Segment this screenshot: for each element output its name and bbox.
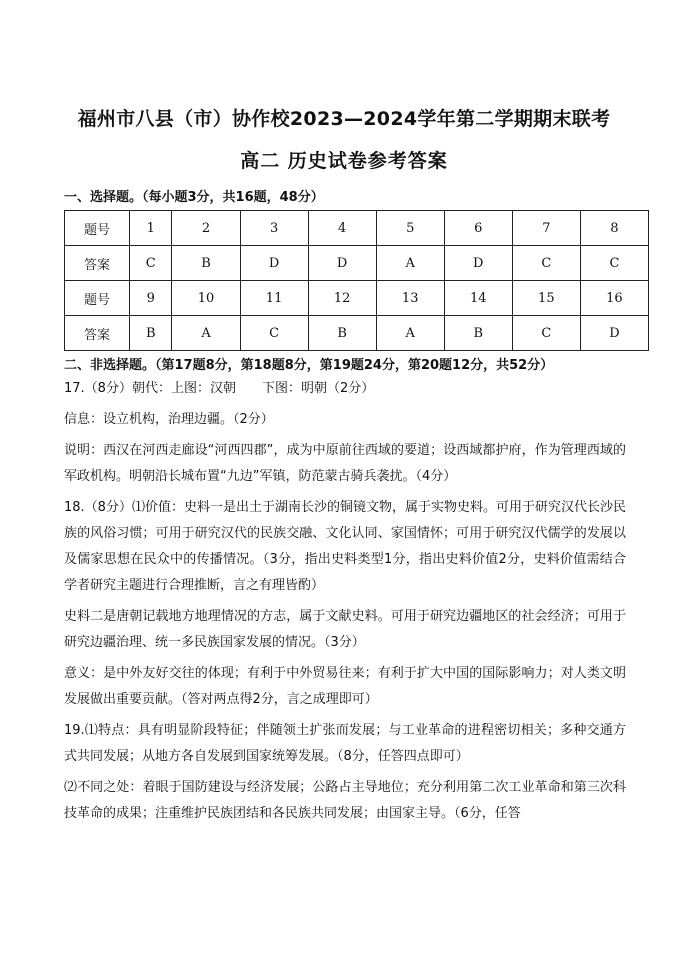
question-number: 3 [240,211,308,246]
answer-paragraph: 说明：西汉在河西走廊设“河西四郡”，成为中原前往西域的要道；设西域都护府，作为管理西域的军政机构。明朝沿长城布置“九边”军镇，防范蒙古骑兵袭扰。（4分） [64,443,626,484]
answer-cell: C [580,246,648,281]
answer-cell: A [172,316,240,351]
answer-cell: D [444,246,512,281]
answer-paragraph: 意义：是中外友好交往的体现；有利于中外贸易往来；有利于扩大中国的国际影响力；对人类文明发展做出重要贡献。（答对两点得2分，言之成理即可） [64,666,626,707]
question-number: 7 [512,211,580,246]
question-number: 8 [580,211,648,246]
answer-paragraph: 18.（8分）⑴价值：史料一是出土于湖南长沙的铜镜文物，属于实物史料。可用于研究汉代长沙民族的风俗习惯；可用于研究汉代的民族交融、文化认同、家国情怀；可用于研究汉代儒学的发展以及儒家思想在民众中的传播情况。（3分，指出史料类型1分，指出史料价值2分，史料价值需结合学者研究主题进行合理推断，言之有理皆酌） [64,500,626,593]
answer-cell: B [172,246,240,281]
question-number: 16 [580,281,648,316]
answer-cell: D [240,246,308,281]
answer-cell: C [240,316,308,351]
answer-cell: A [376,246,444,281]
question-number: 12 [308,281,376,316]
question-number: 15 [512,281,580,316]
answer-paragraph: 史料二是唐朝记载地方地理情况的方志，属于文献史料。可用于研究边疆地区的社会经济；可用于研究边疆治理、统一多民族国家发展的情况。（3分） [64,609,626,650]
question-number: 10 [172,281,240,316]
answer-cell: D [308,246,376,281]
section2-heading: 二、非选择题。（第17题8分，第18题8分，第19题24分，第20题12分，共52分） [64,358,554,373]
question-number: 2 [172,211,240,246]
table-row [65,316,649,351]
answer-cell: B [444,316,512,351]
table-row [65,246,649,281]
answer-cell: C [130,246,172,281]
answer-paragraph: 信息：设立机构，治理边疆。（2分） [64,412,274,427]
answer-body [64,376,626,832]
row-label-question: 题号 [65,211,130,246]
answer-cell: C [512,246,580,281]
section1-heading: 一、选择题。（每小题3分，共16题，48分） [64,190,324,205]
document-title: 福州市八县（市）协作校2023—2024学年第二学期期末联考 [77,108,611,130]
question-number: 1 [130,211,172,246]
answer-cell: C [512,316,580,351]
row-label-question: 题号 [65,281,130,316]
table-row [65,211,649,246]
answer-cell: A [376,316,444,351]
row-label-answer: 答案 [65,246,130,281]
row-label-answer: 答案 [65,316,130,351]
answer-cell: B [130,316,172,351]
question-number: 5 [376,211,444,246]
question-number: 11 [240,281,308,316]
answer-paragraph: 17.（8分）朝代：上图：汉朝 下图：明朝（2分） [64,381,375,396]
answer-paragraph: ⑵不同之处：着眼于国防建设与经济发展；公路占主导地位；充分利用第二次工业革命和第三次科技革命的成果；注重维护民族团结和各民族共同发展；由国家主导。（6分，任答 [64,780,626,821]
answer-cell: D [580,316,648,351]
question-number: 6 [444,211,512,246]
question-number: 14 [444,281,512,316]
answer-table [64,210,649,351]
question-number: 4 [308,211,376,246]
question-number: 9 [130,281,172,316]
answer-paragraph: 19.⑴特点：具有明显阶段特征；伴随领土扩张而发展；与工业革命的进程密切相关；多种交通方式共同发展；从地方各自发展到国家统筹发展。（8分，任答四点即可） [64,723,626,764]
answer-cell: B [308,316,376,351]
question-number: 13 [376,281,444,316]
table-row [65,281,649,316]
document-subtitle: 高二 历史试卷参考答案 [240,150,448,172]
